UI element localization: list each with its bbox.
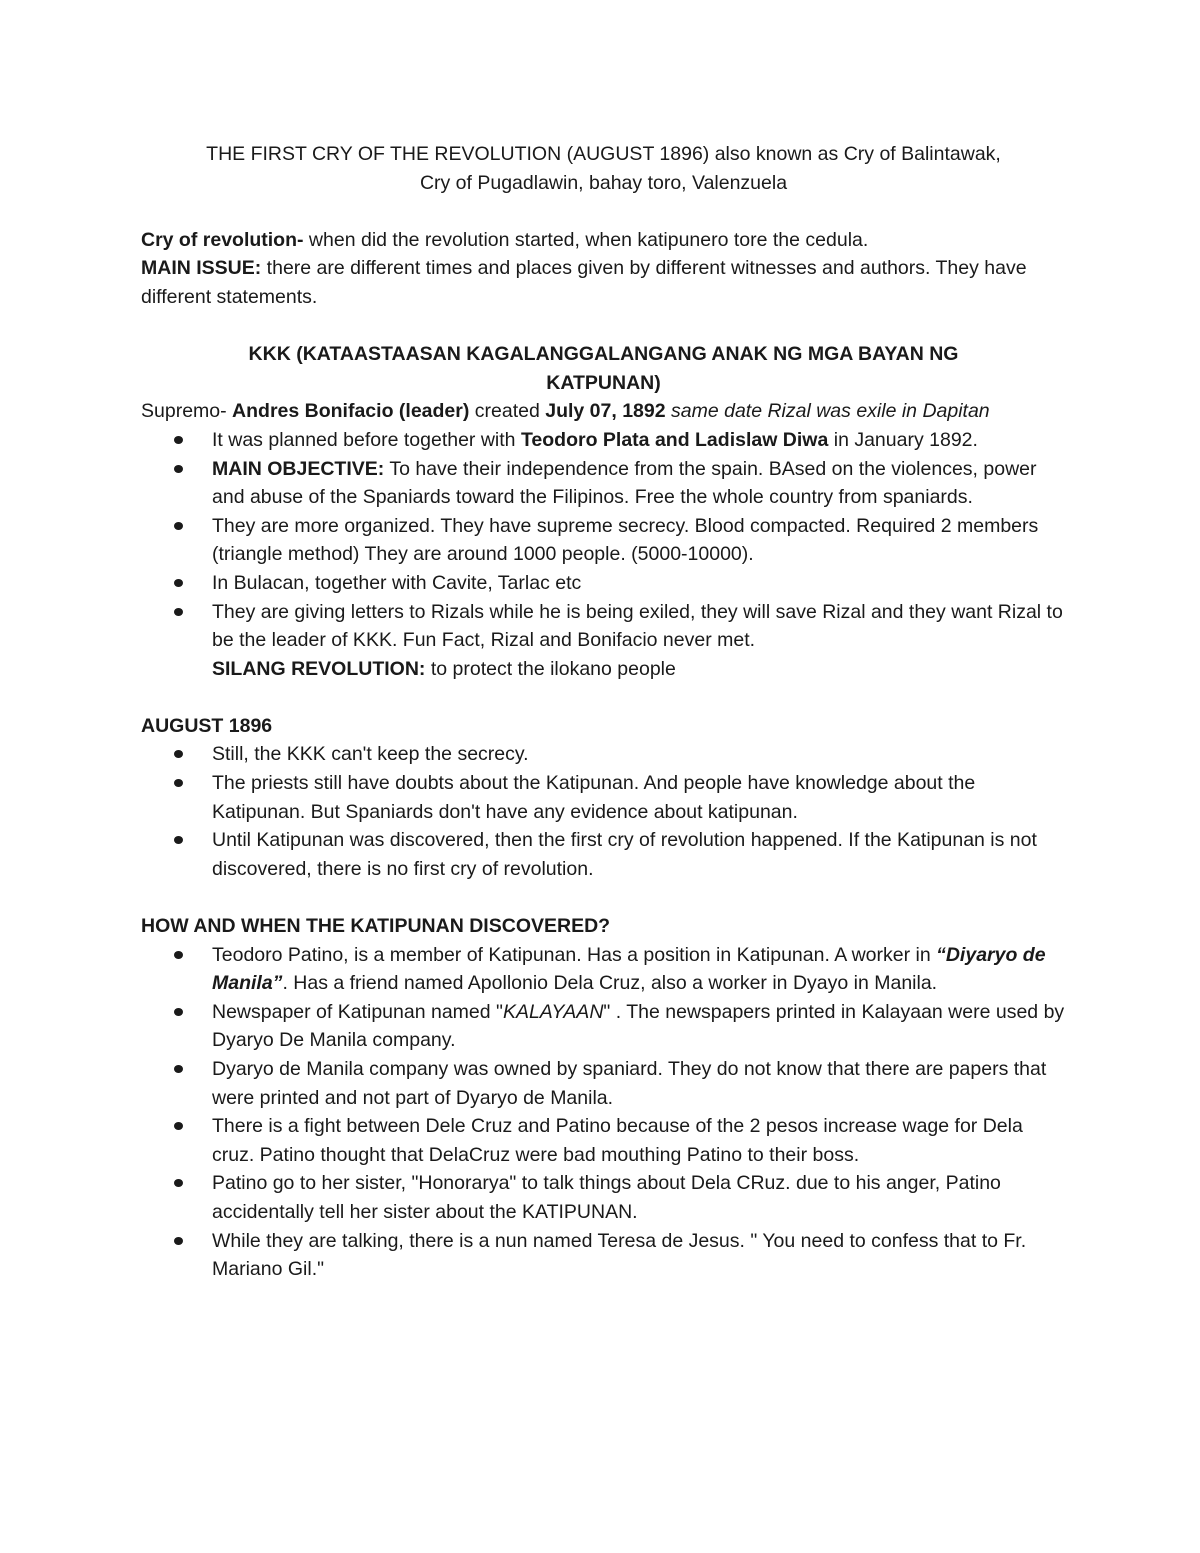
supremo-mid: created [469, 400, 546, 423]
disc-b1-bolditalic: “Diyaryo de Manila” [212, 943, 1046, 995]
supremo-paragraph [141, 397, 1066, 426]
list-item [141, 941, 1066, 998]
bullet-icon [174, 465, 183, 473]
bullet-icon [174, 836, 183, 844]
bullet-icon [174, 1237, 183, 1245]
kkk-heading-line-1: KKK (KATAASTAASAN KAGALANGGALANGANG ANAK NG MGA BAYAN NG [248, 343, 959, 366]
bullet-icon [174, 779, 183, 787]
kkk-b2-bold: MAIN OBJECTIVE: [212, 457, 385, 480]
list-item [141, 598, 1066, 655]
issue-label: MAIN ISSUE: [141, 257, 262, 280]
title-line-1: THE FIRST CRY OF THE REVOLUTION (AUGUST 1896) also known as Cry of Balintawak, [206, 143, 1001, 165]
silang-label: SILANG REVOLUTION: [212, 657, 426, 680]
supremo-note: same date Rizal was exile in Dapitan [665, 400, 990, 423]
disc-b2-pre: Newspaper of Katipunan named " [212, 1000, 503, 1023]
august-b1: Still, the KKK can't keep the secrecy. [212, 743, 529, 766]
disc-b5: Patino go to her sister, "Honorarya" to talk things about Dela CRuz. due to his anger, Patino accidentally tell her sister about the KATIPUNAN. [212, 1172, 1001, 1223]
bullet-icon [174, 951, 183, 959]
bullet-icon [174, 1179, 183, 1187]
kkk-b5-text: They are giving letters to Rizals while he is being exiled, they will save Rizal and they want Rizal to be the leader of KKK. Fun Fact, Rizal and Bonifacio never met. [212, 600, 1063, 652]
supremo-date: July 07, 1892 [545, 400, 666, 423]
list-item [141, 769, 1066, 826]
kkk-b1-post: in January 1892. [828, 428, 978, 451]
discovered-bullet-list [141, 941, 1066, 1284]
august-bullet-list [141, 740, 1066, 883]
supremo-prefix: Supremo- [141, 400, 233, 423]
august-b2: The priests still have doubts about the Katipunan. And people have knowledge about the Katipunan. But Spaniards don't have any evidence about katipunan. [212, 772, 976, 823]
list-item [141, 569, 1066, 598]
kkk-b3-text: They are more organized. They have supreme secrecy. Blood compacted. Required 2 members (triangle method) They are around 1000 people. (5000-10000). [212, 514, 1039, 566]
disc-b2-italic: KALAYAAN [502, 1000, 604, 1023]
kkk-b1-bold: Teodoro Plata and Ladislaw Diwa [520, 428, 829, 451]
list-item [141, 1227, 1066, 1284]
list-item [141, 1055, 1066, 1112]
silang-text: to protect the ilokano people [425, 657, 676, 680]
bullet-icon [174, 1008, 183, 1016]
kkk-heading-line-2: KATPUNAN) [546, 371, 661, 394]
disc-b1-pre: Teodoro Patino, is a member of Katipunan. Has a position in Katipunan. A worker in [212, 943, 937, 966]
issue-text: there are different times and places given by different witnesses and authors. They have different statements. [141, 257, 1027, 308]
disc-b3: Dyaryo de Manila company was owned by spaniard. They do not know that there are papers that were printed and not part of Dyaryo de Manila. [212, 1058, 1047, 1109]
cry-text: when did the revolution started, when katipunero tore the cedula. [303, 228, 869, 251]
disc-b6: While they are talking, there is a nun named Teresa de Jesus. " You need to confess that to Fr. Mariano Gil." [212, 1229, 1027, 1281]
bullet-icon [174, 522, 183, 530]
disc-b1-post: . Has a friend named Apollonio Dela Cruz, also a worker in Dyayo in Manila. [282, 972, 938, 995]
bullet-icon [174, 1065, 183, 1073]
bullet-icon [174, 1122, 183, 1130]
supremo-name: Andres Bonifacio (leader) [232, 400, 470, 423]
disc-b4: There is a fight between Dele Cruz and Patino because of the 2 pesos increase wage for Dela cruz. Patino thought that DelaCruz were bad mouthing Patino to their boss. [212, 1115, 1023, 1166]
list-item [141, 426, 1066, 455]
list-item [141, 1112, 1066, 1169]
disc-b2-post: " . The newspapers printed in Kalayaan were used by Dyaryo De Manila company. [212, 1000, 1065, 1052]
august-heading: AUGUST 1896 [141, 714, 273, 737]
list-item [141, 512, 1066, 569]
cry-label: Cry of revolution- [141, 228, 304, 251]
kkk-heading [141, 340, 1066, 397]
bullet-icon [174, 750, 183, 758]
bullet-icon [174, 608, 183, 616]
list-item [141, 1169, 1066, 1226]
silang-revolution [141, 655, 1066, 684]
kkk-b4-text: In Bulacan, together with Cavite, Tarlac etc [212, 571, 582, 594]
title-line-2: Cry of Pugadlawin, bahay toro, Valenzuela [419, 171, 788, 194]
august-b3: Until Katipunan was discovered, then the first cry of revolution happened. If the Katipunan is not discovered, there is no first cry of revolution. [212, 829, 1037, 880]
list-item [141, 826, 1066, 883]
bullet-icon [174, 579, 183, 587]
bullet-icon [174, 436, 183, 444]
main-issue [141, 254, 1066, 311]
kkk-b1-pre: It was planned before together with [212, 428, 521, 451]
document-page [141, 140, 1066, 1284]
list-item [141, 740, 1066, 769]
discovered-heading: HOW AND WHEN THE KATIPUNAN DISCOVERED? [141, 915, 611, 938]
kkk-b2-text: To have their independence from the spain. BAsed on the violences, power and abuse of the Spaniards toward the Filipinos. Free the whole country from spaniards. [212, 457, 1037, 509]
cry-definition [141, 226, 1066, 255]
list-item [141, 455, 1066, 512]
kkk-bullet-list [141, 426, 1066, 655]
document-title [141, 140, 1066, 197]
list-item [141, 998, 1066, 1055]
